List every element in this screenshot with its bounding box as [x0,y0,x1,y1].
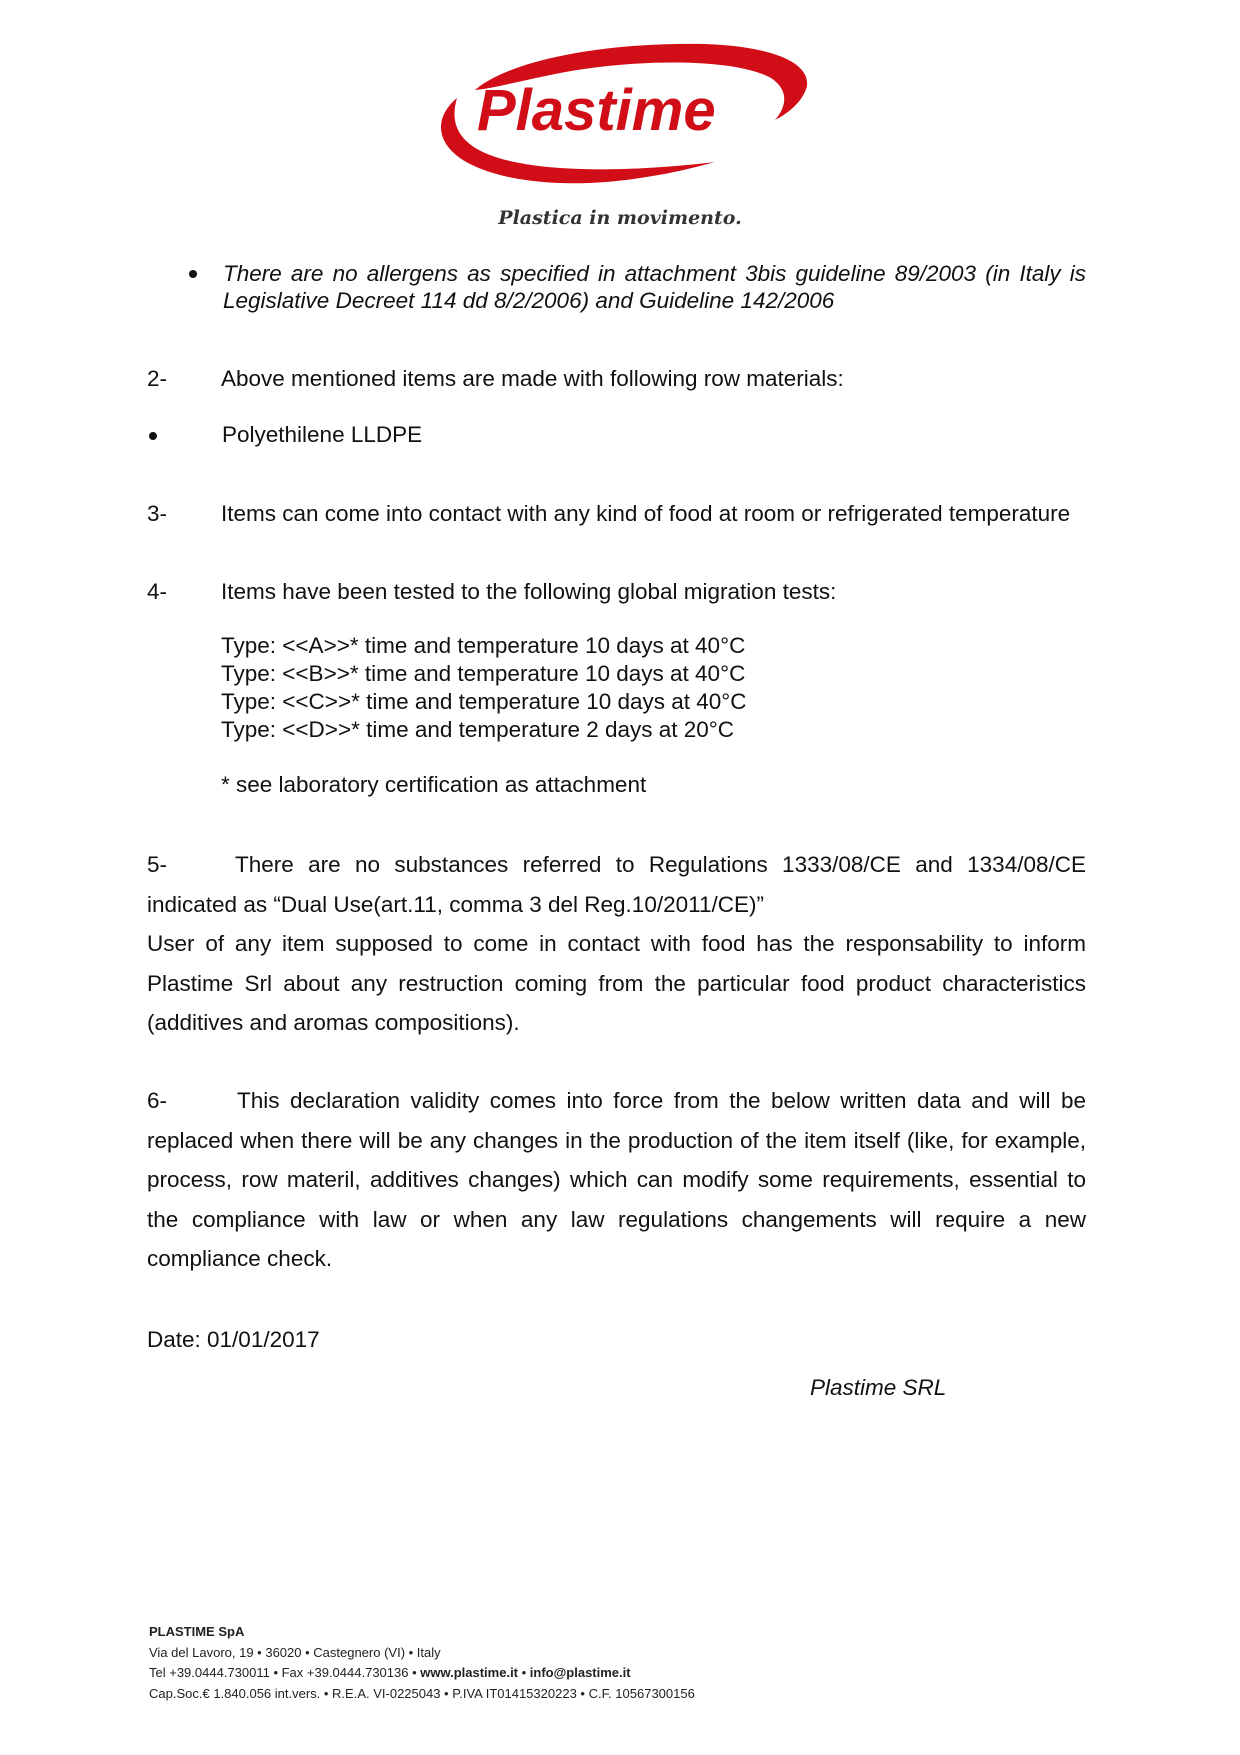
section-5-line-1: There are no substances referred to Regulations 1333/08/CE and 1334/08/CE [235,852,1086,877]
footer-address: Via del Lavoro, 19 • 36020 • Castegnero (VI) • Italy [149,1644,441,1660]
test-note: * see laboratory certification as attachment [221,772,647,797]
section-6-line-2: replaced when there will be any changes in the production of the item itself (like, for example, [147,1128,1086,1153]
test-type-c: Type: <<C>>* time and temperature 10 days at 40°C [221,689,747,714]
footer-legal: Cap.Soc.€ 1.840.056 int.vers. • R.E.A. VI-0225043 • P.IVA IT01415320223 • C.F. 10567300156 [149,1685,695,1701]
test-type-b: Type: <<B>>* time and temperature 10 days at 40°C [221,661,746,686]
section-4-text: Items have been tested to the following global migration tests: [221,579,837,604]
material-item: Polyethilene LLDPE [222,422,423,447]
footer [149,1622,695,1704]
section-6-line-3: process, row materil, additives changes) which can modify some requirements, essential to [147,1167,1086,1192]
footer-separator: • [518,1665,530,1680]
test-type-a: Type: <<A>>* time and temperature 10 days at 40°C [221,633,746,658]
footer-email-link[interactable]: info@plastime.it [529,1665,631,1680]
section-5-line-3: User of any item supposed to come in contact with food has the responsability to inform [147,931,1086,956]
section-5-line-4: Plastime Srl about any restruction coming from the particular food product characteristics [147,971,1086,996]
footer-contact [149,1663,695,1684]
bullet-dot [149,432,157,440]
footer-company: PLASTIME SpA [149,1624,245,1639]
section-6-line-5: compliance check. [147,1246,333,1271]
section-2-number: 2- [147,366,168,391]
plastime-logo [415,38,815,198]
section-5-line-5: (additives and aromas compositions). [147,1010,520,1035]
section-4-number: 4- [147,579,168,604]
footer-phone-fax: Tel +39.0444.730011 • Fax +39.0444.730136 • [149,1665,421,1680]
allergen-line-1: There are no allergens as specified in attachment 3bis guideline 89/2003 (in Italy is [223,261,1086,286]
bullet-dot [189,270,197,278]
test-type-d: Type: <<D>>* time and temperature 2 days at 20°C [221,717,735,742]
section-6-line-1: This declaration validity comes into force from the below written data and will be [237,1088,1086,1113]
section-6-number: 6- [147,1088,168,1113]
signature: Plastime SRL [810,1375,947,1400]
declaration-date: Date: 01/01/2017 [147,1327,320,1352]
section-5-line-2: indicated as “Dual Use(art.11, comma 3 del Reg.10/2011/CE)” [147,892,764,917]
tagline: Plastica in movimento. [498,207,742,229]
section-6-line-4: the compliance with law or when any law regulations changements will require a new [147,1207,1086,1232]
logo-text: Plastime [477,78,716,143]
allergen-line-2: Legislative Decreet 114 dd 8/2/2006) and Guideline 142/2006 [223,288,835,313]
section-3-text: Items can come into contact with any kind of food at room or refrigerated temperature [221,501,1071,526]
section-5-number: 5- [147,852,168,877]
footer-website-link[interactable]: www.plastime.it [420,1665,519,1680]
section-2-text: Above mentioned items are made with following row materials: [221,366,844,391]
section-3-number: 3- [147,501,168,526]
